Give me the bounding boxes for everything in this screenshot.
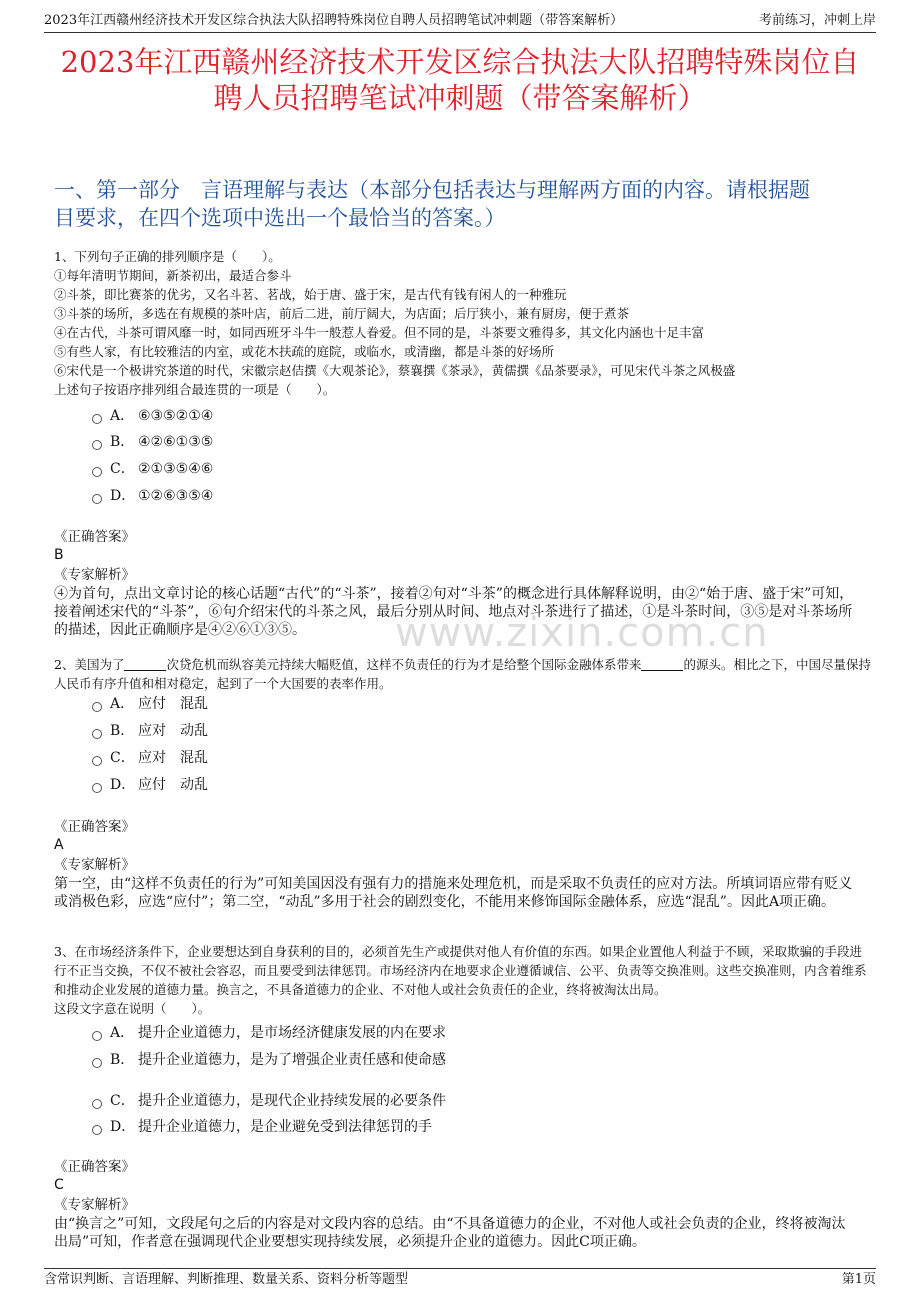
q1-option-a[interactable]: A． ⑥③⑤②①④ xyxy=(92,406,213,426)
radio-icon[interactable] xyxy=(92,783,102,793)
radio-icon[interactable] xyxy=(92,440,102,450)
question-2-stem: 2、美国为了 次贷危机而纵容美元持续大幅贬值，这样不负责任的行为才是给整个国际金融体系带来 的源头。相比之下，中国尽量保持人民币有序升值和相对稳定，起到了一个大国要的表率作用。 xyxy=(54,657,871,691)
section-line-2: 目要求，在四个选项中选出一个最恰当的答案。） xyxy=(54,206,506,230)
answer-value: C xyxy=(54,1177,64,1193)
radio-icon[interactable] xyxy=(92,729,102,739)
q2-option-c[interactable]: C． 应对 混乱 xyxy=(92,748,208,768)
footer-note: 含常识判断、言语理解、判断推理、数量关系、资料分析等题型 xyxy=(44,1272,409,1287)
q3-option-b[interactable]: B． 提升企业道德力，是为了增强企业责任感和使命感 xyxy=(92,1050,446,1070)
header-doc-title: 2023年江西赣州经济技术开发区综合执法大队招聘特殊岗位自聘人员招聘笔试冲刺题（带答案解析） xyxy=(44,13,624,28)
question-3-ask: 这段文字意在说明（ ）。 xyxy=(54,1001,211,1016)
question-1-stem: 1、下列句子正确的排列顺序是（ ）。 xyxy=(54,249,281,264)
sentence-2: ②斗茶，即比赛茶的优劣，又名斗茗、茗战，始于唐、盛于宋，是古代有钱有闲人的一种雅玩 xyxy=(54,287,567,302)
q3-option-a[interactable]: A． 提升企业道德力，是市场经济健康发展的内在要求 xyxy=(92,1023,446,1043)
sentence-4: ④在古代，斗茶可谓风靡一时，如同西班牙斗牛一般惹人眷爱。但不同的是，斗茶要文雅得多，其文化内涵也十足丰富 xyxy=(54,325,705,340)
header-slogan: 考前练习，冲刺上岸 xyxy=(758,13,876,28)
question-1 xyxy=(54,247,874,399)
q3-option-c[interactable]: C． 提升企业道德力，是现代企业持续发展的必要条件 xyxy=(92,1091,446,1111)
title-line-1: 2023年江西赣州经济技术开发区综合执法大队招聘特殊岗位自 xyxy=(60,45,860,79)
page-header xyxy=(44,10,876,33)
q1-answer-block xyxy=(54,528,874,584)
explanation-label: 《专家解析》 xyxy=(54,857,135,873)
page-number: 第1页 xyxy=(841,1272,876,1287)
question-3-stem: 3、在市场经济条件下，企业要想达到自身获利的目的，必须首先生产或提供对他人有价值的东西。如果企业置他人利益于不顾，采取欺骗的手段进行不正当交换，不仅不被社会容忍，而且要受到法律惩罚。市场经济内在地要求企业遵循诚信、公平、负责等交换准则。这些交换准则，内含着维系和推动企业发展的道德力量。换言之，不具备道德力的企业、不对他人或社会负责任的企业，终将被淘汰出局。 xyxy=(54,944,867,997)
q3-answer-block xyxy=(54,1158,874,1214)
radio-icon[interactable] xyxy=(92,494,102,504)
sentence-3: ③斗茶的场所，多选在有规模的茶叶店，前后二进，前厅阔大，为店面；后厅狭小，兼有厨房，便于煮茶 xyxy=(54,306,630,321)
question-2 xyxy=(54,655,874,693)
q2-option-b[interactable]: B． 应对 动乱 xyxy=(92,721,208,741)
radio-icon[interactable] xyxy=(92,1058,102,1068)
answer-value: B xyxy=(54,547,64,563)
q2-answer-block xyxy=(54,818,874,874)
q2-option-d[interactable]: D． 应付 动乱 xyxy=(92,775,208,795)
sentence-1: ①每年清明节期间，新茶初出，最适合参斗 xyxy=(54,268,292,283)
radio-icon[interactable] xyxy=(92,756,102,766)
q2-option-a[interactable]: A． 应付 混乱 xyxy=(92,694,208,714)
fill-blank-2 xyxy=(641,658,683,671)
answer-value: A xyxy=(54,837,64,853)
q1-option-d[interactable]: D． ①②⑥③⑤④ xyxy=(92,486,213,506)
q3-option-d[interactable]: D． 提升企业道德力，是企业避免受到法律惩罚的手 xyxy=(92,1117,432,1137)
q2-explanation: 第一空，由“这样不负责任的行为”可知美国因没有强有力的措施来处理危机，而是采取不负责任的应对方法。所填词语应带有贬义或消极色彩，应选“应付”；第二空，“动乱”多用于社会的剧烈变化，不能用来修饰国际金融体系，应选“混乱”。因此A项正确。 xyxy=(54,876,853,910)
q1-option-b[interactable]: B． ④②⑥①③⑤ xyxy=(92,432,213,452)
answer-label: 《正确答案》 xyxy=(54,819,135,835)
radio-icon[interactable] xyxy=(92,1125,102,1135)
question-3 xyxy=(54,942,874,1018)
section-line-1: 一、第一部分 言语理解与表达（本部分包括表达与理解两方面的内容。请根据题 xyxy=(54,178,810,202)
q1-explanation: ④为首句，点出文章讨论的核心话题“古代”的“斗茶”，接着②句对“斗茶”的概念进行具体解释说明，由②“始于唐、盛于宋”可知，接着阐述宋代的“斗茶”，⑥句介绍宋代的斗茶之风，最后分别从时间、地点对斗茶进行了描述，①是斗茶时间，③⑤是对斗茶场所的描述，因此正确顺序是④②⑥①③⑤。 xyxy=(54,586,854,638)
question-1-ask: 上述句子按语序排列组合最连贯的一项是（ ）。 xyxy=(54,382,336,397)
document-title xyxy=(30,44,890,116)
title-line-2: 聘人员招聘笔试冲刺题（带答案解析） xyxy=(213,81,707,115)
radio-icon[interactable] xyxy=(92,414,102,424)
q1-option-c[interactable]: C． ②①③⑤④⑥ xyxy=(92,459,213,479)
fill-blank-1 xyxy=(124,658,166,671)
sentence-5: ⑤有些人家，有比较雅洁的内室，或花木扶疏的庭院，或临水，或清幽，都是斗茶的好场所 xyxy=(54,344,555,359)
radio-icon[interactable] xyxy=(92,702,102,712)
answer-label: 《正确答案》 xyxy=(54,529,135,545)
page-footer xyxy=(44,1268,876,1291)
q3-explanation: 由“换言之”可知，文段尾句之后的内容是对文段内容的总结。由“不具备道德力的企业，不对他人或社会负责的企业，终将被淘汰出局”可知，作者意在强调现代企业要想实现持续发展，必须提升企业的道德力。因此C项正确。 xyxy=(54,1216,846,1250)
explanation-label: 《专家解析》 xyxy=(54,1197,135,1213)
explanation-label: 《专家解析》 xyxy=(54,567,135,583)
watermark: www.zixin.com.cn xyxy=(395,610,769,656)
radio-icon[interactable] xyxy=(92,1099,102,1109)
answer-label: 《正确答案》 xyxy=(54,1159,135,1175)
radio-icon[interactable] xyxy=(92,467,102,477)
section-heading xyxy=(54,176,874,232)
radio-icon[interactable] xyxy=(92,1031,102,1041)
sentence-6: ⑥宋代是一个极讲究茶道的时代，宋徽宗赵佶撰《大观茶论》，蔡襄撰《茶录》，黄儒撰《品茶要录》，可见宋代斗茶之风极盛 xyxy=(54,363,736,378)
